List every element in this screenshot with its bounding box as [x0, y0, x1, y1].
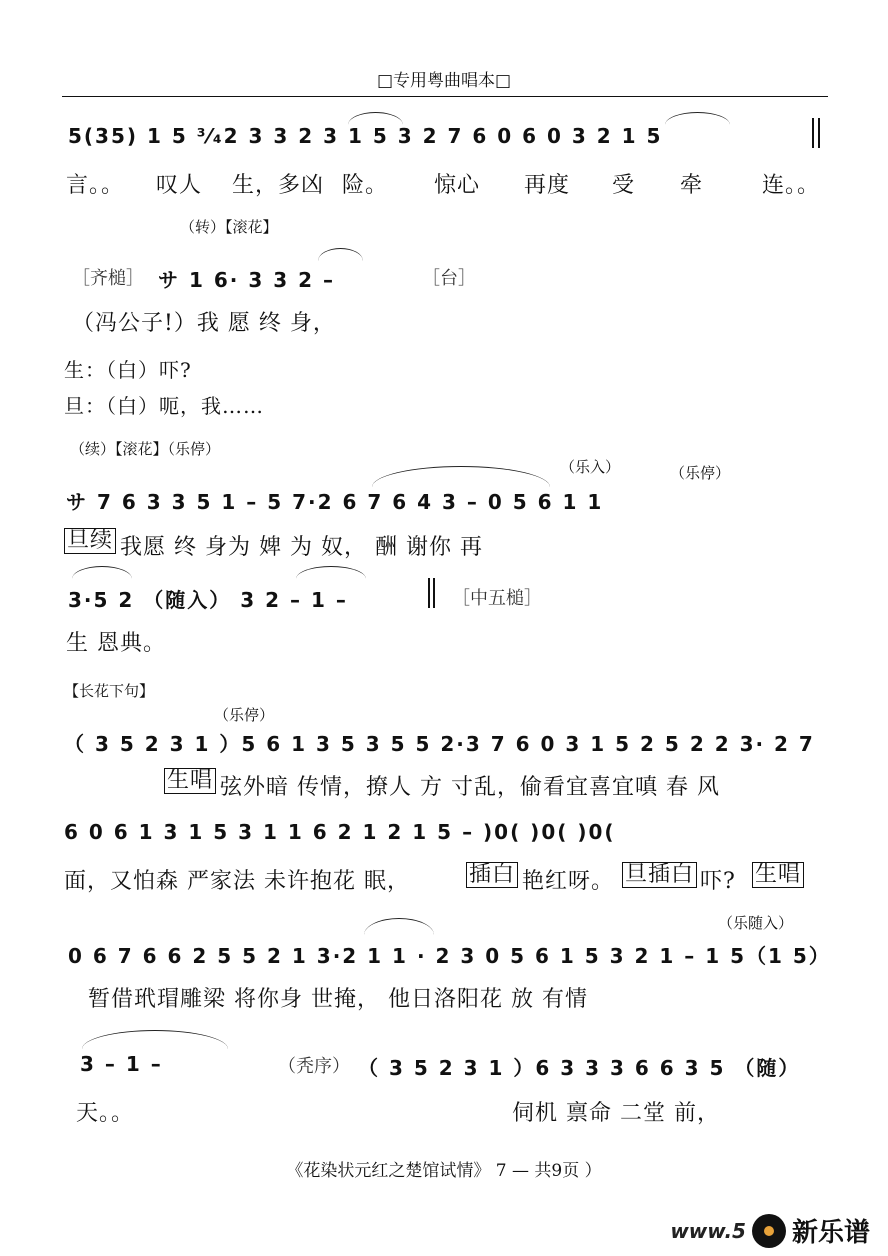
- lyric-word: 言。。: [66, 173, 125, 198]
- slur: [296, 566, 366, 579]
- section-tag: 【长花下句】: [64, 682, 155, 700]
- notation-line-4: 3·5 2 （随入） 3 2 – 1 –: [68, 588, 348, 612]
- role-box: [164, 768, 216, 794]
- slur: [665, 112, 730, 125]
- slur: [82, 1030, 228, 1049]
- notation-line-1: 5(35) 1 5 ³⁄₄2 3 3 2 3 1 5 3 2 7 6 0 6 0 3 2 1 5: [68, 124, 663, 148]
- double-bar: [812, 118, 814, 148]
- role-box: [752, 862, 804, 888]
- lyric-word: 受: [612, 173, 636, 198]
- slur: [348, 112, 403, 125]
- double-bar: [433, 578, 435, 608]
- lyric-line: （冯公子!）我 愿 终 身，: [72, 311, 336, 336]
- slur: [372, 466, 550, 487]
- notation-line-8: 3 – 1 –: [80, 1052, 163, 1076]
- notation-line-2: サ 1 6· 3 3 2 –: [158, 268, 335, 292]
- role-label: 插白: [466, 862, 518, 888]
- lyric-line: 弦外暗 传情，撩人 方 寸乱，偷看宜喜宜嗔 春 风: [220, 775, 720, 800]
- cue-label: （乐随入）: [718, 914, 794, 932]
- section-tag: （转）【滚花】: [180, 218, 278, 236]
- lyric-word: 叹人: [156, 173, 203, 198]
- role-box: [622, 862, 697, 888]
- slur: [72, 566, 132, 579]
- section-tag: （续）【滚花】（乐停）: [70, 440, 221, 458]
- page-header: □专用粤曲唱本□: [376, 71, 512, 91]
- lyric-line: 面，又怕森 严家法 未许抱花 眠，: [64, 869, 410, 894]
- role-label: 生唱: [752, 862, 804, 888]
- cue-label: （乐停）: [214, 706, 275, 724]
- notation-line-7: 0 6 7 6 6 2 5 5 2 1 3·2 1 1 · 2 3 0 5 6 1 5 3 2 1 – 1 5（1 5）: [68, 944, 831, 968]
- double-bar: [818, 118, 820, 148]
- watermark-name: 新乐谱: [791, 1218, 870, 1248]
- notation-line-5: （ 3 5 2 3 1 ）5 6 1 3 5 3 5 5 2·3 7 6 0 3 1 5 2 5 2 2 3· 2 7: [64, 732, 815, 756]
- lyric-word: 险。: [342, 173, 389, 198]
- slur: [364, 918, 434, 935]
- lyric-line: 伺机 禀命 二堂 前，: [512, 1101, 720, 1126]
- dialogue: 生：（白）吓?: [64, 358, 192, 382]
- lyric-line: 天。。: [76, 1101, 135, 1126]
- lyric-line: 吓?: [700, 869, 736, 894]
- role-box: [64, 528, 116, 554]
- lyric-word: 牵: [680, 173, 704, 198]
- role-box: [466, 862, 518, 888]
- lyric-line: 艳红呀。: [522, 869, 615, 894]
- role-label: 旦插白: [622, 862, 697, 888]
- lyric-line: 生 恩典。: [66, 631, 166, 656]
- role-label: 旦续: [64, 528, 116, 554]
- lyric-word: 再度: [524, 173, 571, 198]
- notation-line-8b: （ 3 5 2 3 1 ）6 3 3 3 6 6 3 5 （随）: [358, 1056, 801, 1080]
- slur: [318, 248, 363, 261]
- notation-line-3: サ 7 6 3 3 5 1 – 5 7·2 6 7 6 4 3 – 0 5 6 1 1: [66, 490, 604, 514]
- cue-label: （乐停）: [670, 464, 731, 482]
- watermark-url: www.5: [670, 1218, 746, 1243]
- lyric-word: 连。。: [762, 173, 821, 198]
- watermark: [670, 1212, 870, 1249]
- notation-line-6: 6 0 6 1 3 1 5 3 1 1 6 2 1 2 1 5 – )0( )0( )0(: [64, 820, 616, 844]
- percussion-cue: ［齐槌］: [72, 268, 144, 289]
- role-label: 生唱: [164, 768, 216, 794]
- dialogue: 旦：（白）呃，我……: [64, 394, 264, 418]
- lyric-line: 我愿 终 身为 婢 为 奴， 酬 谢你 再: [120, 535, 483, 560]
- percussion-cue: ［中五槌］: [452, 588, 542, 609]
- cue-label: （乐入）: [560, 458, 621, 476]
- tempo-cue: （秃序）: [278, 1056, 350, 1077]
- disc-logo-icon: [752, 1214, 786, 1248]
- percussion-cue: ［台］: [422, 268, 476, 289]
- lyric-line: 暂借玳瑁雕梁 将你身 世掩， 他日洛阳花 放 有情: [88, 987, 588, 1012]
- lyric-word: 惊心: [434, 173, 481, 198]
- lyric-word: 生，多凶: [232, 173, 325, 198]
- page-footer: 《花染状元红之楚馆试情》 7 — 共9页 ）: [286, 1161, 602, 1181]
- header-rule: [62, 96, 828, 97]
- double-bar: [428, 578, 430, 608]
